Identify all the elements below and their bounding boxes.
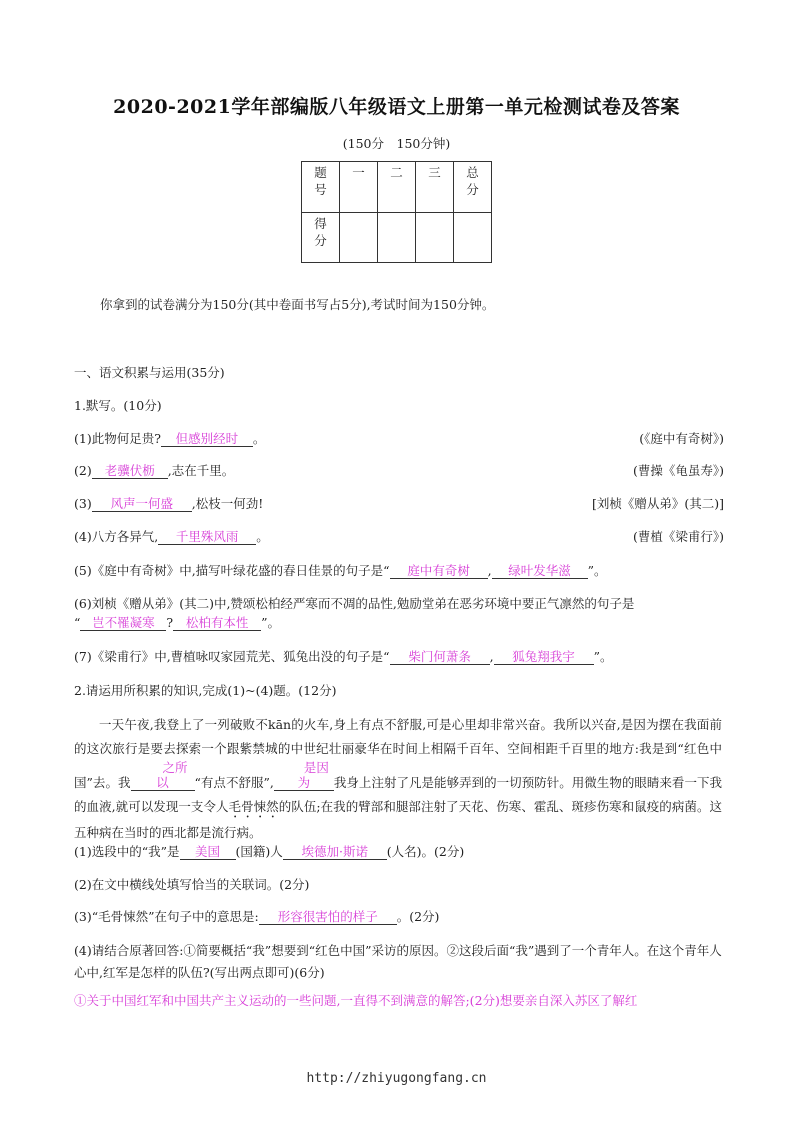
answer-blank: 是因为 bbox=[274, 760, 334, 791]
source-citation: (《庭中有奇树》) bbox=[639, 431, 724, 446]
q2-sub-1: (1)选段中的“我”是 美国 (国籍)人 埃德加·斯诺 (人名)。(2分) bbox=[74, 844, 465, 859]
source-citation: (曹操《龟虽寿》) bbox=[632, 463, 724, 478]
q2-sub-4: (4)请结合原著回答:①简要概括“我”想要到“红色中国”采访的原因。②这段后面“我”遇到了一个青年人。在这个青年人心中,红军是怎样的队伍?(写出两点即可)(6分) bbox=[74, 943, 722, 980]
question-2-title: 2.请运用所积累的知识,完成(1)~(4)题。(12分) bbox=[74, 683, 337, 698]
answer-blank: 风声一何盛 bbox=[92, 496, 192, 512]
score-cell[interactable] bbox=[454, 213, 492, 263]
score-table-header-3: 三 bbox=[416, 162, 454, 213]
emphasized-word: 毛骨悚然 bbox=[228, 798, 279, 814]
source-citation: (曹植《梁甫行》) bbox=[632, 529, 724, 544]
page-title: 2020-2021学年部编版八年级语文上册第一单元检测试卷及答案 bbox=[113, 96, 680, 118]
score-cell[interactable] bbox=[378, 213, 416, 263]
answer-blank: 埃德加·斯诺 bbox=[283, 844, 387, 860]
q1-item-7: (7)《梁甫行》中,曹植咏叹家园荒芜、狐兔出没的句子是“ 柴门何萧条 , 狐兔翔我宇 ”。 bbox=[74, 649, 613, 664]
footer-url: http://zhiyugongfang.cn bbox=[306, 1071, 487, 1086]
q1-item-2: (2) 老骥伏枥 ,志在千里。 (曹操《龟虽寿》) bbox=[74, 463, 724, 478]
q1-item-1: (1)此物何足贵? 但感别经时 。 (《庭中有奇树》) bbox=[74, 431, 724, 446]
answer-blank: 松柏有本性 bbox=[173, 615, 261, 631]
exam-score-time: (150分 150分钟) bbox=[342, 136, 451, 151]
q2-sub-2: (2)在文中横线处填写恰当的关联词。(2分) bbox=[74, 877, 310, 892]
answer-blank: 美国 bbox=[180, 844, 236, 860]
answer-blank: 老骥伏枥 bbox=[92, 463, 168, 479]
intro-text: 你拿到的试卷满分为150分(其中卷面书写占5分),考试时间为150分钟。 bbox=[100, 297, 495, 312]
q1-item-5: (5)《庭中有奇树》中,描写叶绿花盛的春日佳景的句子是“ 庭中有奇树 , 绿叶发华滋 ”。 bbox=[74, 563, 607, 578]
answer-blank: 千里殊风雨 bbox=[158, 529, 256, 545]
q1-item-6-line1: (6)刘桢《赠从弟》(其二)中,赞颂松柏经严寒而不凋的品性,勉励堂弟在恶劣环境中要正气凛然的句子是 bbox=[74, 596, 635, 611]
answer-blank: 但感别经时 bbox=[161, 431, 253, 447]
answer-blank: 柴门何萧条 bbox=[390, 649, 490, 665]
answer-blank: 庭中有奇树 bbox=[390, 563, 488, 579]
q2-sub-3: (3)“毛骨悚然”在句子中的意思是: 形容很害怕的样子 。(2分) bbox=[74, 909, 440, 924]
score-table-row-label: 得 分 bbox=[302, 213, 340, 263]
answer-blank: 狐兔翔我宇 bbox=[494, 649, 594, 665]
q1-item-4: (4)八方各异气, 千里殊风雨 。 (曹植《梁甫行》) bbox=[74, 529, 724, 544]
score-table-header-total: 总 分 bbox=[454, 162, 492, 213]
answer-blank: 形容很害怕的样子 bbox=[259, 909, 397, 925]
q2-sub-4-answer: ①关于中国红军和中国共产主义运动的一些问题,一直得不到满意的解答;(2分)想要亲自深入苏区了解红 bbox=[74, 993, 638, 1008]
score-cell[interactable] bbox=[416, 213, 454, 263]
score-table-header-1: 一 bbox=[340, 162, 378, 213]
reading-passage: 一天午夜,我登上了一列破败不kān的火车,身上有点不舒服,可是心里却非常兴奋。我所以兴奋,是因为摆在我面前的这次旅行是要去探索一个跟紫禁城的中世纪壮丽豪华在时间上相隔千百年、空间相距千百里的地方:我是到“红色中国”去。我之所以 “有点不舒服”,是因为 我身上注射了凡是能够弄到的一切预防针。用微生物的眼睛来看一下我的血液,就可以发现一支令人毛骨悚然的队伍;在我的臂部和腿部注射了天花、伤寒、霍乱、斑疹伤寒和鼠疫的病菌。这五种病在当时的西北都是流行病。 bbox=[74, 717, 722, 840]
q1-item-3: (3) 风声一何盛 ,松枝一何劲! [刘桢《赠从弟》(其二)] bbox=[74, 496, 724, 511]
source-citation: [刘桢《赠从弟》(其二)] bbox=[591, 496, 724, 511]
q1-item-6-line2: “ 岂不罹凝寒 ? 松柏有本性 ”。 bbox=[74, 615, 280, 630]
score-table-header-2: 二 bbox=[378, 162, 416, 213]
answer-blank: 之所以 bbox=[131, 760, 195, 791]
section-1-heading: 一、语文积累与运用(35分) bbox=[74, 365, 225, 380]
score-table bbox=[301, 161, 492, 263]
answer-blank: 绿叶发华滋 bbox=[492, 563, 588, 579]
question-1-title: 1.默写。(10分) bbox=[74, 398, 162, 413]
score-cell[interactable] bbox=[340, 213, 378, 263]
score-table-header-label: 题 号 bbox=[302, 162, 340, 213]
answer-blank: 岂不罹凝寒 bbox=[80, 615, 166, 631]
